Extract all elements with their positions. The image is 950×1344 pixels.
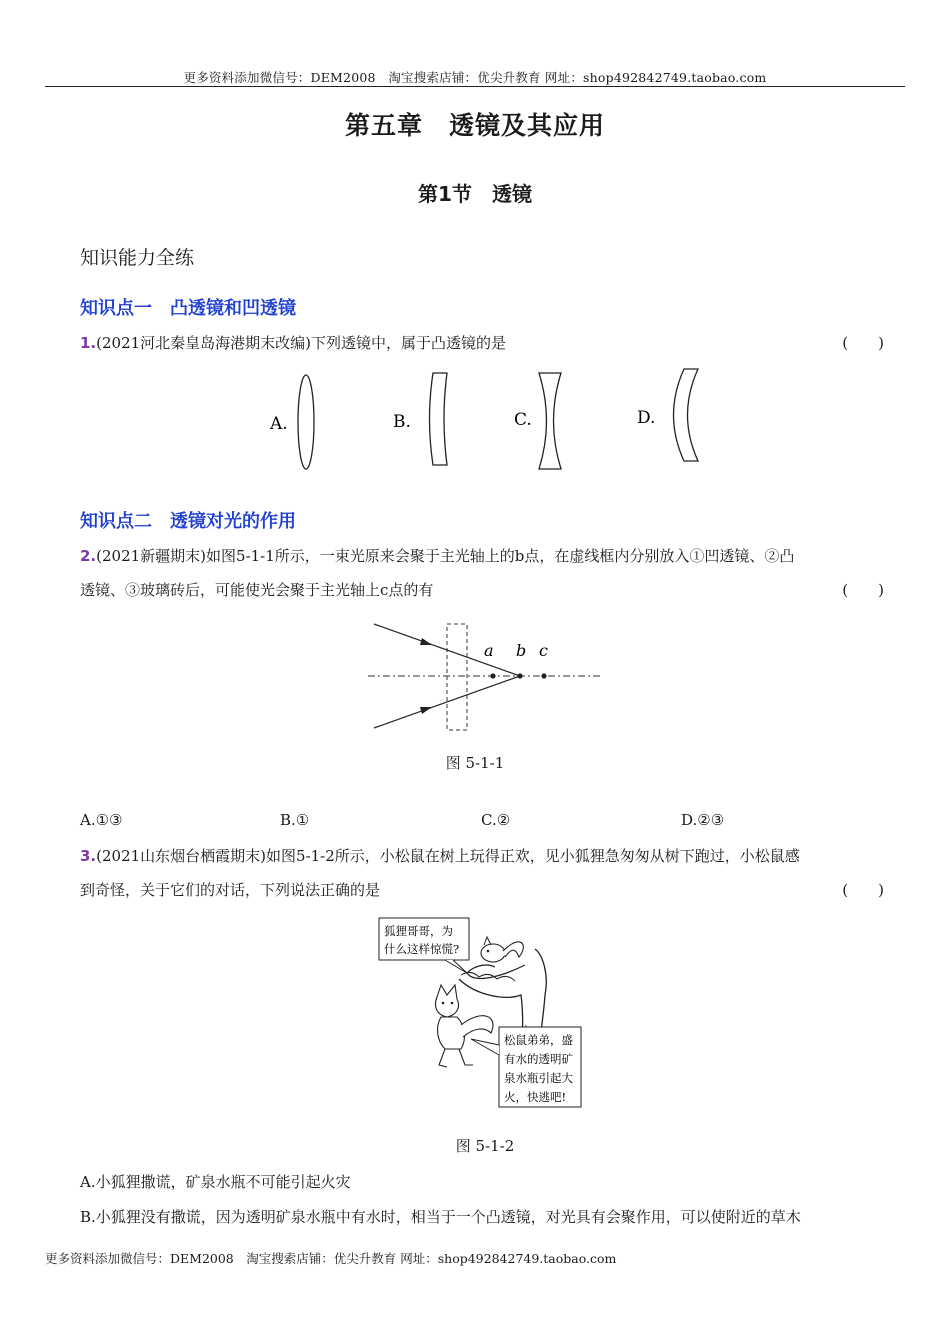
point-a [490,673,495,678]
lower-arrow-icon [420,707,432,714]
answer-bracket: ( ) [842,881,884,899]
concave-lens-c [539,373,561,469]
figure-caption-5-1-2: 图 5-1-2 [455,1137,515,1155]
label-b: b [516,641,527,660]
bubble1-line1: 狐狸哥哥，为 [384,924,453,938]
question-line-1 [80,539,886,573]
bubble2-line3: 泉水瓶引起大 [504,1071,573,1085]
question-text-cont: 到奇怪，关于它们的对话，下列说法正确的是 [80,881,381,899]
question-number: 1. [80,334,97,352]
lens-b [430,373,448,465]
dashed-box [447,624,467,730]
lens-d [674,369,699,461]
point-b [517,673,522,678]
fox-tail [461,1016,493,1037]
tree-foliage [461,972,515,981]
squirrel-fox-cartoon [375,915,595,1125]
label-c: c [539,641,548,660]
question-number: 2. [80,547,97,565]
question-number: 3. [80,847,97,865]
q3-option-a: A.小狐狸撒谎，矿泉水瓶不可能引起火灾 [80,1173,351,1191]
practice-heading: 知识能力全练 [80,247,195,269]
fox-head [435,985,458,1017]
chapter-title: 第五章 透镜及其应用 [344,111,605,140]
upper-ray [374,624,520,676]
knowledge-point-2: 知识点二 透镜对光的作用 [80,511,296,532]
header-divider [45,86,905,87]
question-text: (2021河北秦皇岛海港期末改编)下列透镜中，属于凸透镜的是 [96,334,507,352]
question-3 [80,839,886,907]
q2-option-b: B.① [280,811,310,829]
question-text: (2021山东烟台栖霞期末)如图5-1-2所示，小松鼠在树上玩得正欢，见小狐狸急匆匆从树下跑过，小松鼠感 [96,847,800,865]
convex-lens-a [298,375,314,469]
lens-label-a: A. [270,414,288,434]
page-header: 更多资料添加微信号：DEM2008 淘宝搜索店铺：优尖升教育 网址：shop492842749.taobao.com [183,70,767,85]
question-2 [80,539,886,607]
q2-option-c: C.② [481,811,511,829]
answer-bracket: ( ) [842,581,884,599]
fox-body [438,1017,465,1049]
question-line-2 [80,573,886,607]
lens-label-c: C. [514,410,532,430]
lens-label-d: D. [637,408,656,428]
section-title: 第1节 透镜 [418,182,532,206]
knowledge-point-1: 知识点一 凸透镜和凹透镜 [80,298,296,319]
fox-legs [439,1049,473,1067]
question-line-1 [80,839,886,873]
answer-bracket: ( ) [842,334,884,352]
page-footer: 更多资料添加微信号：DEM2008 淘宝搜索店铺：优尖升教育 网址：shop492842749.taobao.com [45,1251,617,1266]
bubble2-line2: 有水的透明矿 [504,1052,573,1066]
squirrel [481,944,505,962]
upper-arrow-icon [420,638,432,645]
question-text-cont: 透镜、③玻璃砖后，可能使光会聚于主光轴上c点的有 [80,581,434,599]
tree-branch [467,965,525,978]
squirrel-tail [503,942,523,957]
light-convergence-figure [360,618,610,738]
figure-caption-5-1-1: 图 5-1-1 [445,754,505,772]
bubble2-line4: 火，快逃吧! [504,1090,567,1104]
question-text: (2021新疆期末)如图5-1-1所示，一束光原来会聚于主光轴上的b点，在虚线框内分别放入①凹透镜、②凸 [96,547,795,565]
bubble2-line1: 松鼠弟弟，盛 [504,1033,573,1047]
question-line-2 [80,873,886,907]
bubble1-line2: 什么这样惊慌? [384,942,460,956]
lens-options-figure [260,365,720,475]
lens-label-b: B. [393,412,411,432]
q2-option-a: A.①③ [80,811,123,829]
point-c [541,673,546,678]
q2-option-d: D.②③ [681,811,725,829]
q3-option-b: B.小狐狸没有撒谎，因为透明矿泉水瓶中有水时，相当于一个凸透镜，对光具有会聚作用，可以使附近的草木 [80,1208,801,1226]
label-a: a [484,641,494,660]
question-1 [80,326,886,360]
